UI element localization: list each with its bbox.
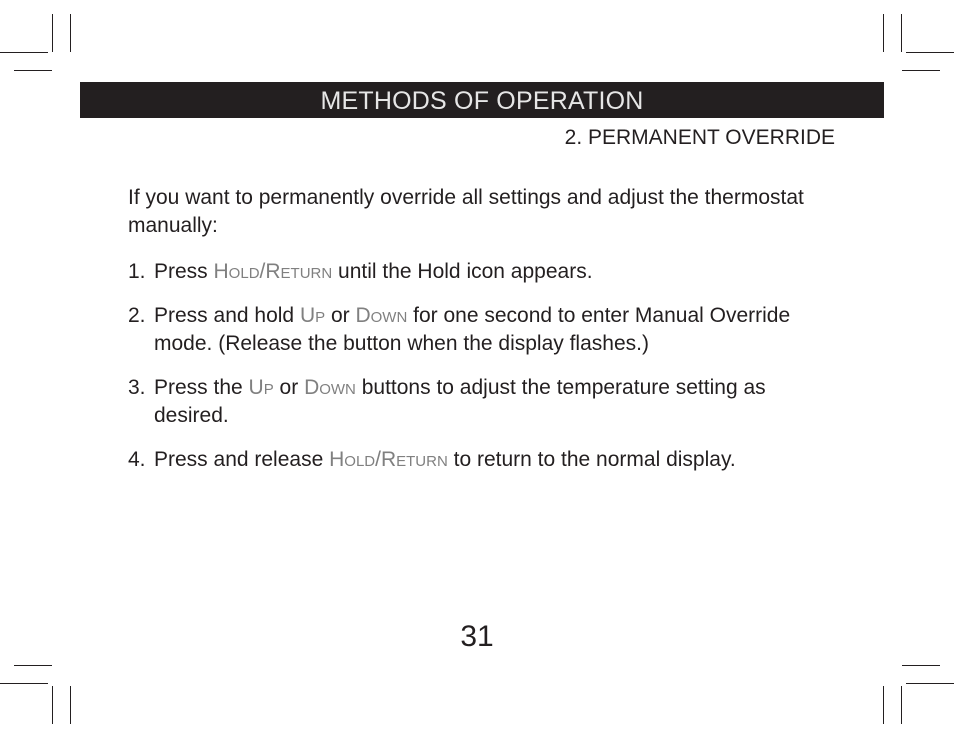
crop-mark [0, 683, 48, 684]
step-text [154, 302, 838, 358]
hold-return-button-label: Hold/Return [213, 260, 333, 283]
crop-mark [14, 665, 52, 666]
crop-mark [52, 14, 53, 52]
step-number: 1. [128, 260, 146, 283]
crop-mark [902, 665, 940, 666]
crop-mark [883, 686, 884, 724]
step-number: 2. [128, 304, 146, 327]
crop-mark [52, 686, 53, 724]
down-button-label: Down [355, 304, 408, 327]
crop-mark [14, 70, 52, 71]
section-title: 2. PERMANENT OVERRIDE [564, 126, 835, 149]
step-text [154, 258, 838, 286]
crop-mark [901, 14, 902, 52]
crop-mark [70, 686, 71, 724]
step-text-part: or [273, 376, 305, 399]
step-4 [128, 446, 838, 474]
intro-text: If you want to permanently override all settings and adjust the thermostat manually: [128, 186, 804, 237]
crop-mark [906, 52, 954, 53]
up-button-label: Up [299, 304, 326, 327]
step-text [154, 446, 838, 474]
crop-mark [883, 14, 884, 52]
step-text-part: Press the [154, 376, 249, 399]
step-text-part: or [325, 304, 356, 327]
crop-mark [901, 686, 902, 724]
page-number: 31 [460, 620, 494, 653]
step-2 [128, 302, 838, 358]
step-text-part: to return to the normal display. [447, 448, 736, 471]
step-text-part: buttons to adjust the temperature setting as desired. [154, 376, 766, 427]
step-text-part: Press and hold [154, 304, 300, 327]
step-3 [128, 374, 838, 430]
step-number: 4. [128, 448, 146, 471]
step-text-part: until the Hold icon appears. [332, 260, 593, 283]
step-1 [128, 258, 838, 286]
down-button-label: Down [304, 376, 356, 399]
up-button-label: Up [248, 376, 274, 399]
step-text-part: Press [154, 260, 214, 283]
header-title: METHODS OF OPERATION [320, 87, 644, 115]
crop-mark [902, 70, 940, 71]
crop-mark [0, 52, 48, 53]
steps-list [128, 258, 838, 474]
crop-mark [70, 14, 71, 52]
step-text [154, 374, 838, 430]
crop-mark [906, 683, 954, 684]
step-text-part: for one second to enter Manual Override mode. (Release the button when the display flashes.) [154, 304, 791, 355]
header-bar [80, 82, 884, 118]
step-number: 3. [128, 376, 146, 399]
step-text-part: Press and release [154, 448, 330, 471]
hold-return-button-label: Hold/Return [329, 448, 448, 471]
